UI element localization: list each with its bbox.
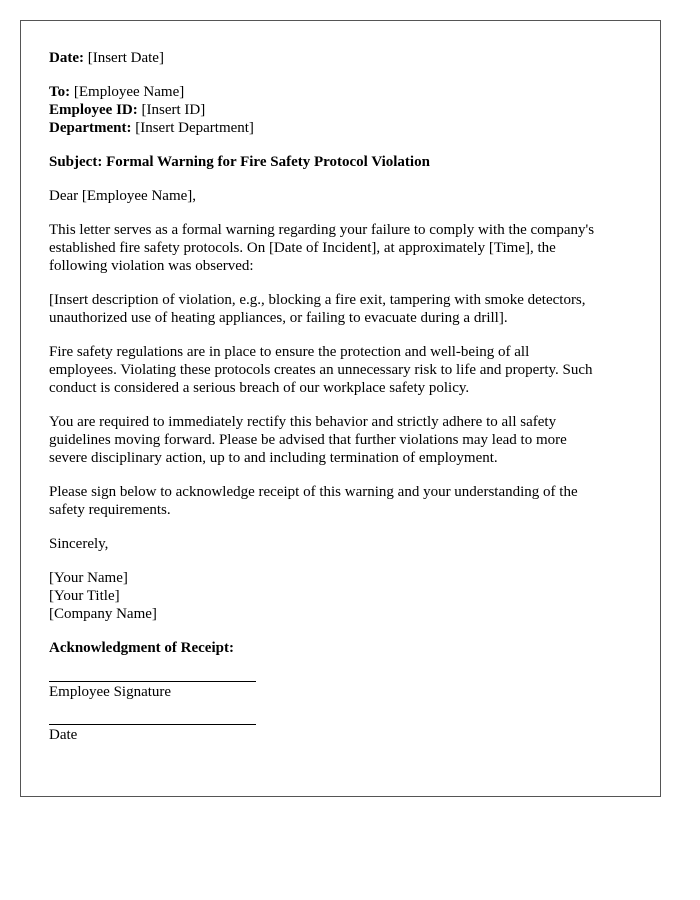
to-value: [Employee Name] <box>73 84 185 100</box>
sender-name: [Your Name] <box>49 570 128 586</box>
employee-signature-line <box>49 681 256 682</box>
date-signature-block <box>49 724 632 744</box>
employee-signature-label: Employee Signature <box>49 684 172 700</box>
employee-id-line <box>49 101 632 119</box>
paragraph-line: severe disciplinary action, up to and including termination of employment. <box>49 450 498 466</box>
date-value: [Insert Date] <box>87 50 164 66</box>
date-label: Date: <box>49 50 84 66</box>
to-line <box>49 83 632 101</box>
paragraph-line: Please sign below to acknowledge receipt of this warning and your understanding of the <box>49 484 578 500</box>
to-label: To: <box>49 84 71 100</box>
employee-id-value: [Insert ID] <box>141 102 206 118</box>
body-paragraph-3 <box>49 343 632 397</box>
date-signature-label: Date <box>49 727 78 743</box>
paragraph-line: following violation was observed: <box>49 258 254 274</box>
paragraph-line: employees. Violating these protocols creates an unnecessary risk to life and property. Such <box>49 362 593 378</box>
recipient-block <box>49 83 632 137</box>
sender-block <box>49 569 632 623</box>
paragraph-line: unauthorized use of heating appliances, or failing to evacuate during a drill]. <box>49 310 508 326</box>
date-line <box>49 49 632 67</box>
sender-company: [Company Name] <box>49 606 157 622</box>
body-paragraph-2 <box>49 291 632 327</box>
subject-line: Subject: Formal Warning for Fire Safety Protocol Violation <box>49 154 430 170</box>
paragraph-line: This letter serves as a formal warning regarding your failure to comply with the company's <box>49 222 595 238</box>
employee-signature-block <box>49 681 632 701</box>
sender-title: [Your Title] <box>49 588 120 604</box>
salutation: Dear [Employee Name], <box>49 188 197 204</box>
body-paragraph-5 <box>49 483 632 519</box>
paragraph-line: [Insert description of violation, e.g., blocking a fire exit, tampering with smoke detectors, <box>49 292 586 308</box>
paragraph-line: conduct is considered a serious breach of our workplace safety policy. <box>49 380 470 396</box>
department-line <box>49 119 632 137</box>
paragraph-line: You are required to immediately rectify this behavior and strictly adhere to all safety <box>49 414 557 430</box>
paragraph-line: established fire safety protocols. On [Date of Incident], at approximately [Time], the <box>49 240 556 256</box>
employee-id-label: Employee ID: <box>49 102 138 118</box>
body-paragraph-4 <box>49 413 632 467</box>
acknowledgment-heading: Acknowledgment of Receipt: <box>49 640 234 656</box>
paragraph-line: Fire safety regulations are in place to ensure the protection and well-being of all <box>49 344 530 360</box>
body-paragraph-1 <box>49 221 632 275</box>
date-signature-line <box>49 724 256 725</box>
closing: Sincerely, <box>49 536 109 552</box>
paragraph-line: guidelines moving forward. Please be advised that further violations may lead to more <box>49 432 567 448</box>
department-label: Department: <box>49 120 132 136</box>
department-value: [Insert Department] <box>135 120 254 136</box>
warning-letter <box>20 20 661 797</box>
paragraph-line: safety requirements. <box>49 502 171 518</box>
